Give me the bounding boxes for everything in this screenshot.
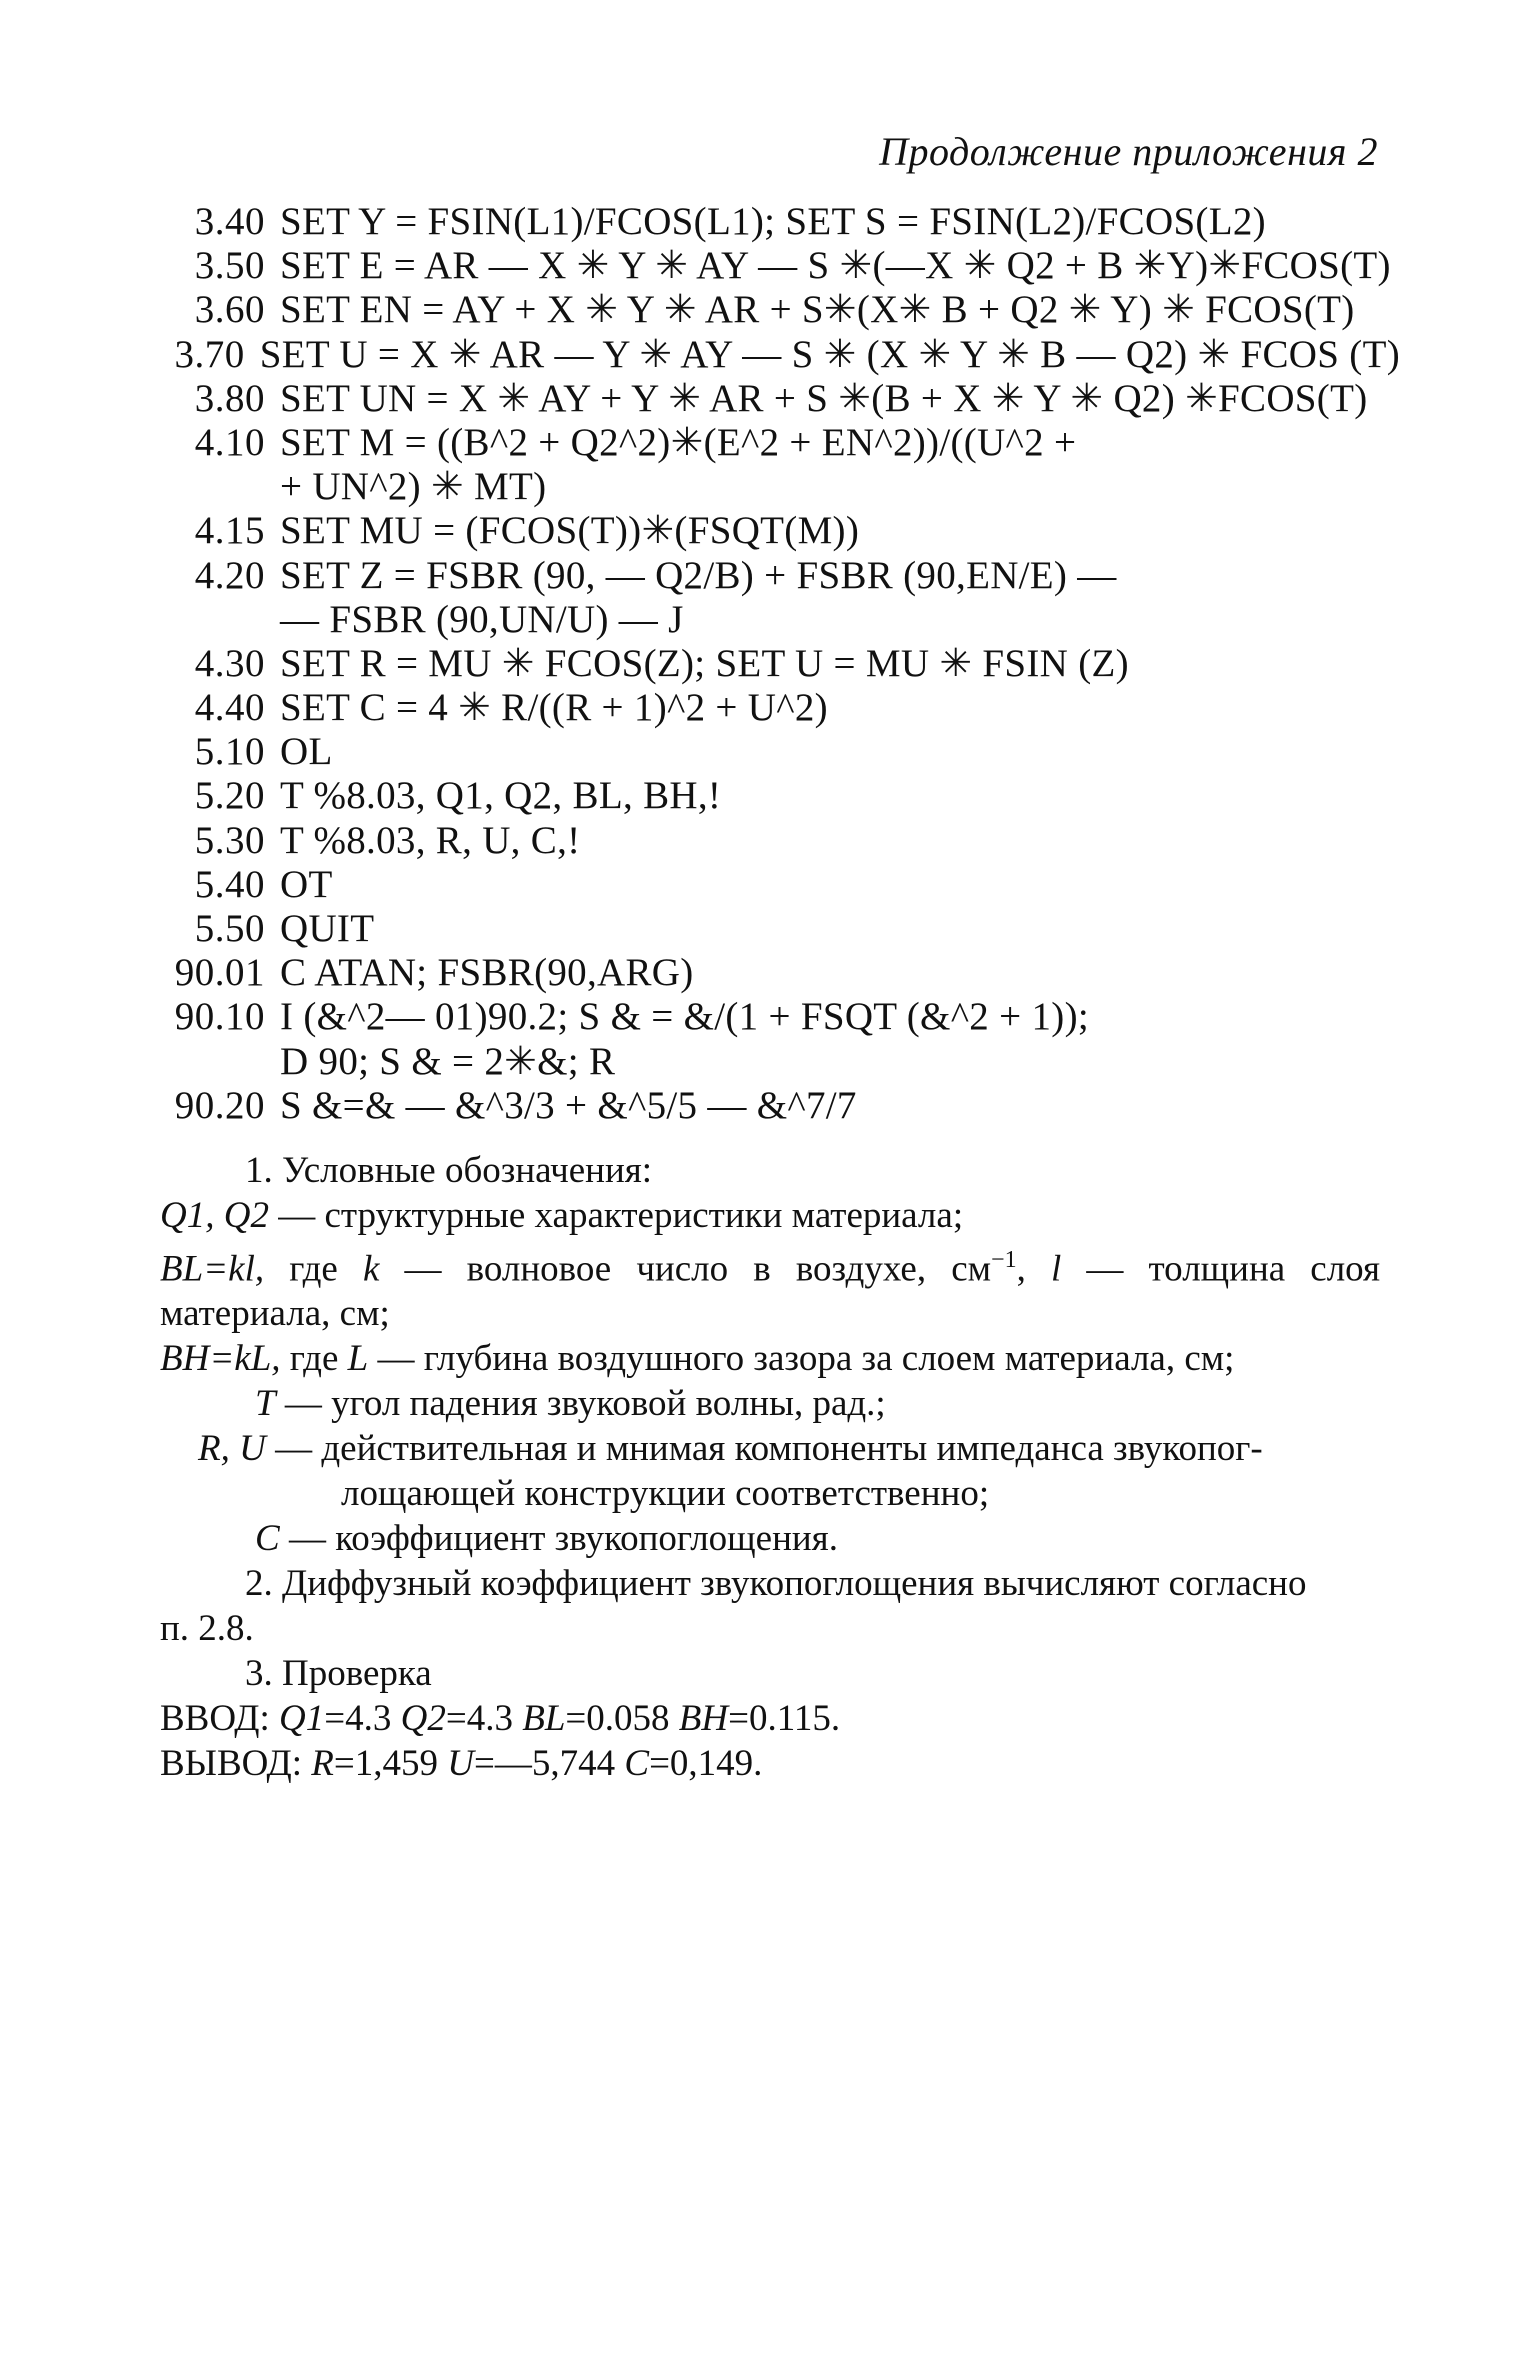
- line-text: S &=& — &^3/3 + &^5/5 — &^7/7: [280, 1083, 857, 1127]
- line-number: 5.30: [194, 818, 265, 862]
- code-line: [160, 730, 1400, 774]
- symbol-bh: BH=kL,: [160, 1338, 281, 1380]
- page-header: Продолжение приложения 2: [879, 129, 1378, 174]
- code-line: [160, 244, 1400, 288]
- note-1-title: 1. Условные обозначения:: [245, 1150, 653, 1191]
- line-text: + UN^2) ✳ MT): [280, 465, 547, 509]
- line-number: 3.70: [174, 332, 245, 376]
- definition-bl: BL=kl, где k — волновое число в воздухе, $см^{-1}$, l — толщина слоя: [160, 1247, 1380, 1290]
- code-line: [160, 554, 1400, 598]
- definition-bl-cont: материала, см;: [160, 1293, 390, 1335]
- line-text: SET E = AR — X ✳ Y ✳ AY — S ✳(—X ✳ Q2 + B ✳Y)✳FCOS(T): [280, 244, 1391, 288]
- note-2: 2. Диффузный коэффициент звукопоглощения вычисляют согласно: [245, 1563, 1307, 1605]
- line-text: SET R = MU ✳ FCOS(Z); SET U = MU ✳ FSIN (Z): [280, 641, 1129, 685]
- line-number: 4.15: [194, 509, 265, 553]
- line-text: SET C = 4 ✳ R/((R + 1)^2 + U^2): [280, 686, 828, 730]
- line-text: OL: [280, 730, 333, 774]
- definition-ru: R, U — действительная и мнимая компоненты импеданса звукопог-: [198, 1428, 1263, 1470]
- line-number: 3.40: [194, 200, 265, 243]
- line-text: — FSBR (90,UN/U) — J: [280, 597, 684, 641]
- line-text: SET Z = FSBR (90, — Q2/B) + FSBR (90,EN/E) —: [280, 553, 1117, 597]
- definition-q: Q1, Q2 — структурные характеристики материала;: [160, 1195, 964, 1236]
- symbol-q: Q1, Q2: [160, 1195, 269, 1236]
- line-number: 4.20: [194, 553, 265, 597]
- line-number: 5.10: [194, 730, 265, 774]
- line-text: SET Y = FSIN(L1)/FCOS(L1); SET S = FSIN(L2)/FCOS(L2): [280, 200, 1266, 243]
- code-line: [160, 642, 1400, 686]
- output-label: ВЫВОД:: [160, 1743, 303, 1785]
- code-line: [160, 509, 1400, 553]
- code-line: [160, 774, 1400, 818]
- input-label: ВВОД:: [160, 1698, 270, 1740]
- check-input-line: ВВОД: Q1=4.3 Q2=4.3 BL=0.058 BH=0.115.: [160, 1698, 841, 1740]
- note-2-cont: п. 2.8.: [160, 1608, 254, 1650]
- line-text: T %8.03, R, U, C,!: [280, 818, 581, 862]
- line-number: 3.60: [194, 288, 265, 332]
- line-number: 4.40: [194, 686, 265, 730]
- line-number: 3.80: [194, 376, 265, 420]
- code-line: [160, 200, 1400, 244]
- symbol-ru: R, U: [198, 1428, 266, 1470]
- line-number: [160, 598, 265, 642]
- line-number: 3.50: [194, 244, 265, 288]
- line-number: 90.20: [174, 1083, 265, 1127]
- line-text: D 90; S & = 2✳&; R: [280, 1039, 616, 1083]
- code-line: [160, 995, 1400, 1039]
- line-number: 4.10: [194, 420, 265, 464]
- line-number: [160, 465, 265, 509]
- definition-c: C — коэффициент звукопоглощения.: [255, 1518, 838, 1560]
- line-text: OT: [280, 862, 333, 906]
- line-text: QUIT: [280, 907, 375, 950]
- check-output-line: ВЫВОД: R=1,459 U=—5,744 C=0,149.: [160, 1743, 763, 1785]
- line-number: 5.50: [194, 907, 265, 950]
- definition-ru-cont: лощающей конструкции соответственно;: [341, 1473, 990, 1515]
- line-text: SET UN = X ✳ AY + Y ✳ AR + S ✳(B + X ✳ Y ✳ Q2) ✳FCOS(T): [280, 376, 1368, 420]
- code-line: [160, 819, 1400, 863]
- code-line: [160, 288, 1400, 332]
- code-line: [160, 1084, 1400, 1128]
- line-number: 4.30: [194, 641, 265, 685]
- notes-section: [160, 1148, 1380, 1786]
- code-line: [160, 598, 1400, 642]
- line-text: C ATAN; FSBR(90,ARG): [280, 951, 694, 995]
- code-line: [160, 333, 1400, 377]
- code-line: [160, 863, 1400, 907]
- code-line: [160, 421, 1400, 465]
- symbol-c: C: [255, 1518, 280, 1560]
- line-number: 90.10: [174, 995, 265, 1039]
- definition-bh: BH=kL, где L — глубина воздушного зазора за слоем материала, см;: [160, 1338, 1235, 1380]
- line-number: 5.20: [194, 774, 265, 818]
- line-text: SET U = X ✳ AR — Y ✳ AY — S ✳ (X ✳ Y ✳ B — Q2) ✳ FCOS (T): [259, 332, 1400, 376]
- line-text: SET MU = (FCOS(T))✳(FSQT(M)): [280, 509, 860, 553]
- line-text: T %8.03, Q1, Q2, BL, BH,!: [280, 774, 722, 818]
- code-line: [160, 686, 1400, 730]
- code-line: [160, 907, 1400, 951]
- code-line: [160, 465, 1400, 509]
- note-3-title: 3. Проверка: [245, 1653, 432, 1695]
- symbol-bl: BL=kl,: [160, 1248, 265, 1290]
- code-line: [160, 1040, 1400, 1084]
- line-number: 90.01: [174, 951, 265, 995]
- symbol-t: T: [255, 1383, 276, 1425]
- line-number: 5.40: [194, 862, 265, 906]
- line-number: [160, 1040, 265, 1084]
- code-line: [160, 377, 1400, 421]
- line-text: SET EN = AY + X ✳ Y ✳ AR + S✳(X✳ B + Q2 ✳ Y) ✳ FCOS(T): [280, 288, 1355, 332]
- line-text: SET M = ((B^2 + Q2^2)✳(E^2 + EN^2))/((U^2 +: [280, 420, 1077, 464]
- program-listing: [160, 200, 1400, 1128]
- line-text: I (&^2— 01)90.2; S & = &/(1 + FSQT (&^2 + 1));: [280, 995, 1089, 1039]
- code-line: [160, 951, 1400, 995]
- definition-t: T — угол падения звуковой волны, рад.;: [255, 1383, 886, 1425]
